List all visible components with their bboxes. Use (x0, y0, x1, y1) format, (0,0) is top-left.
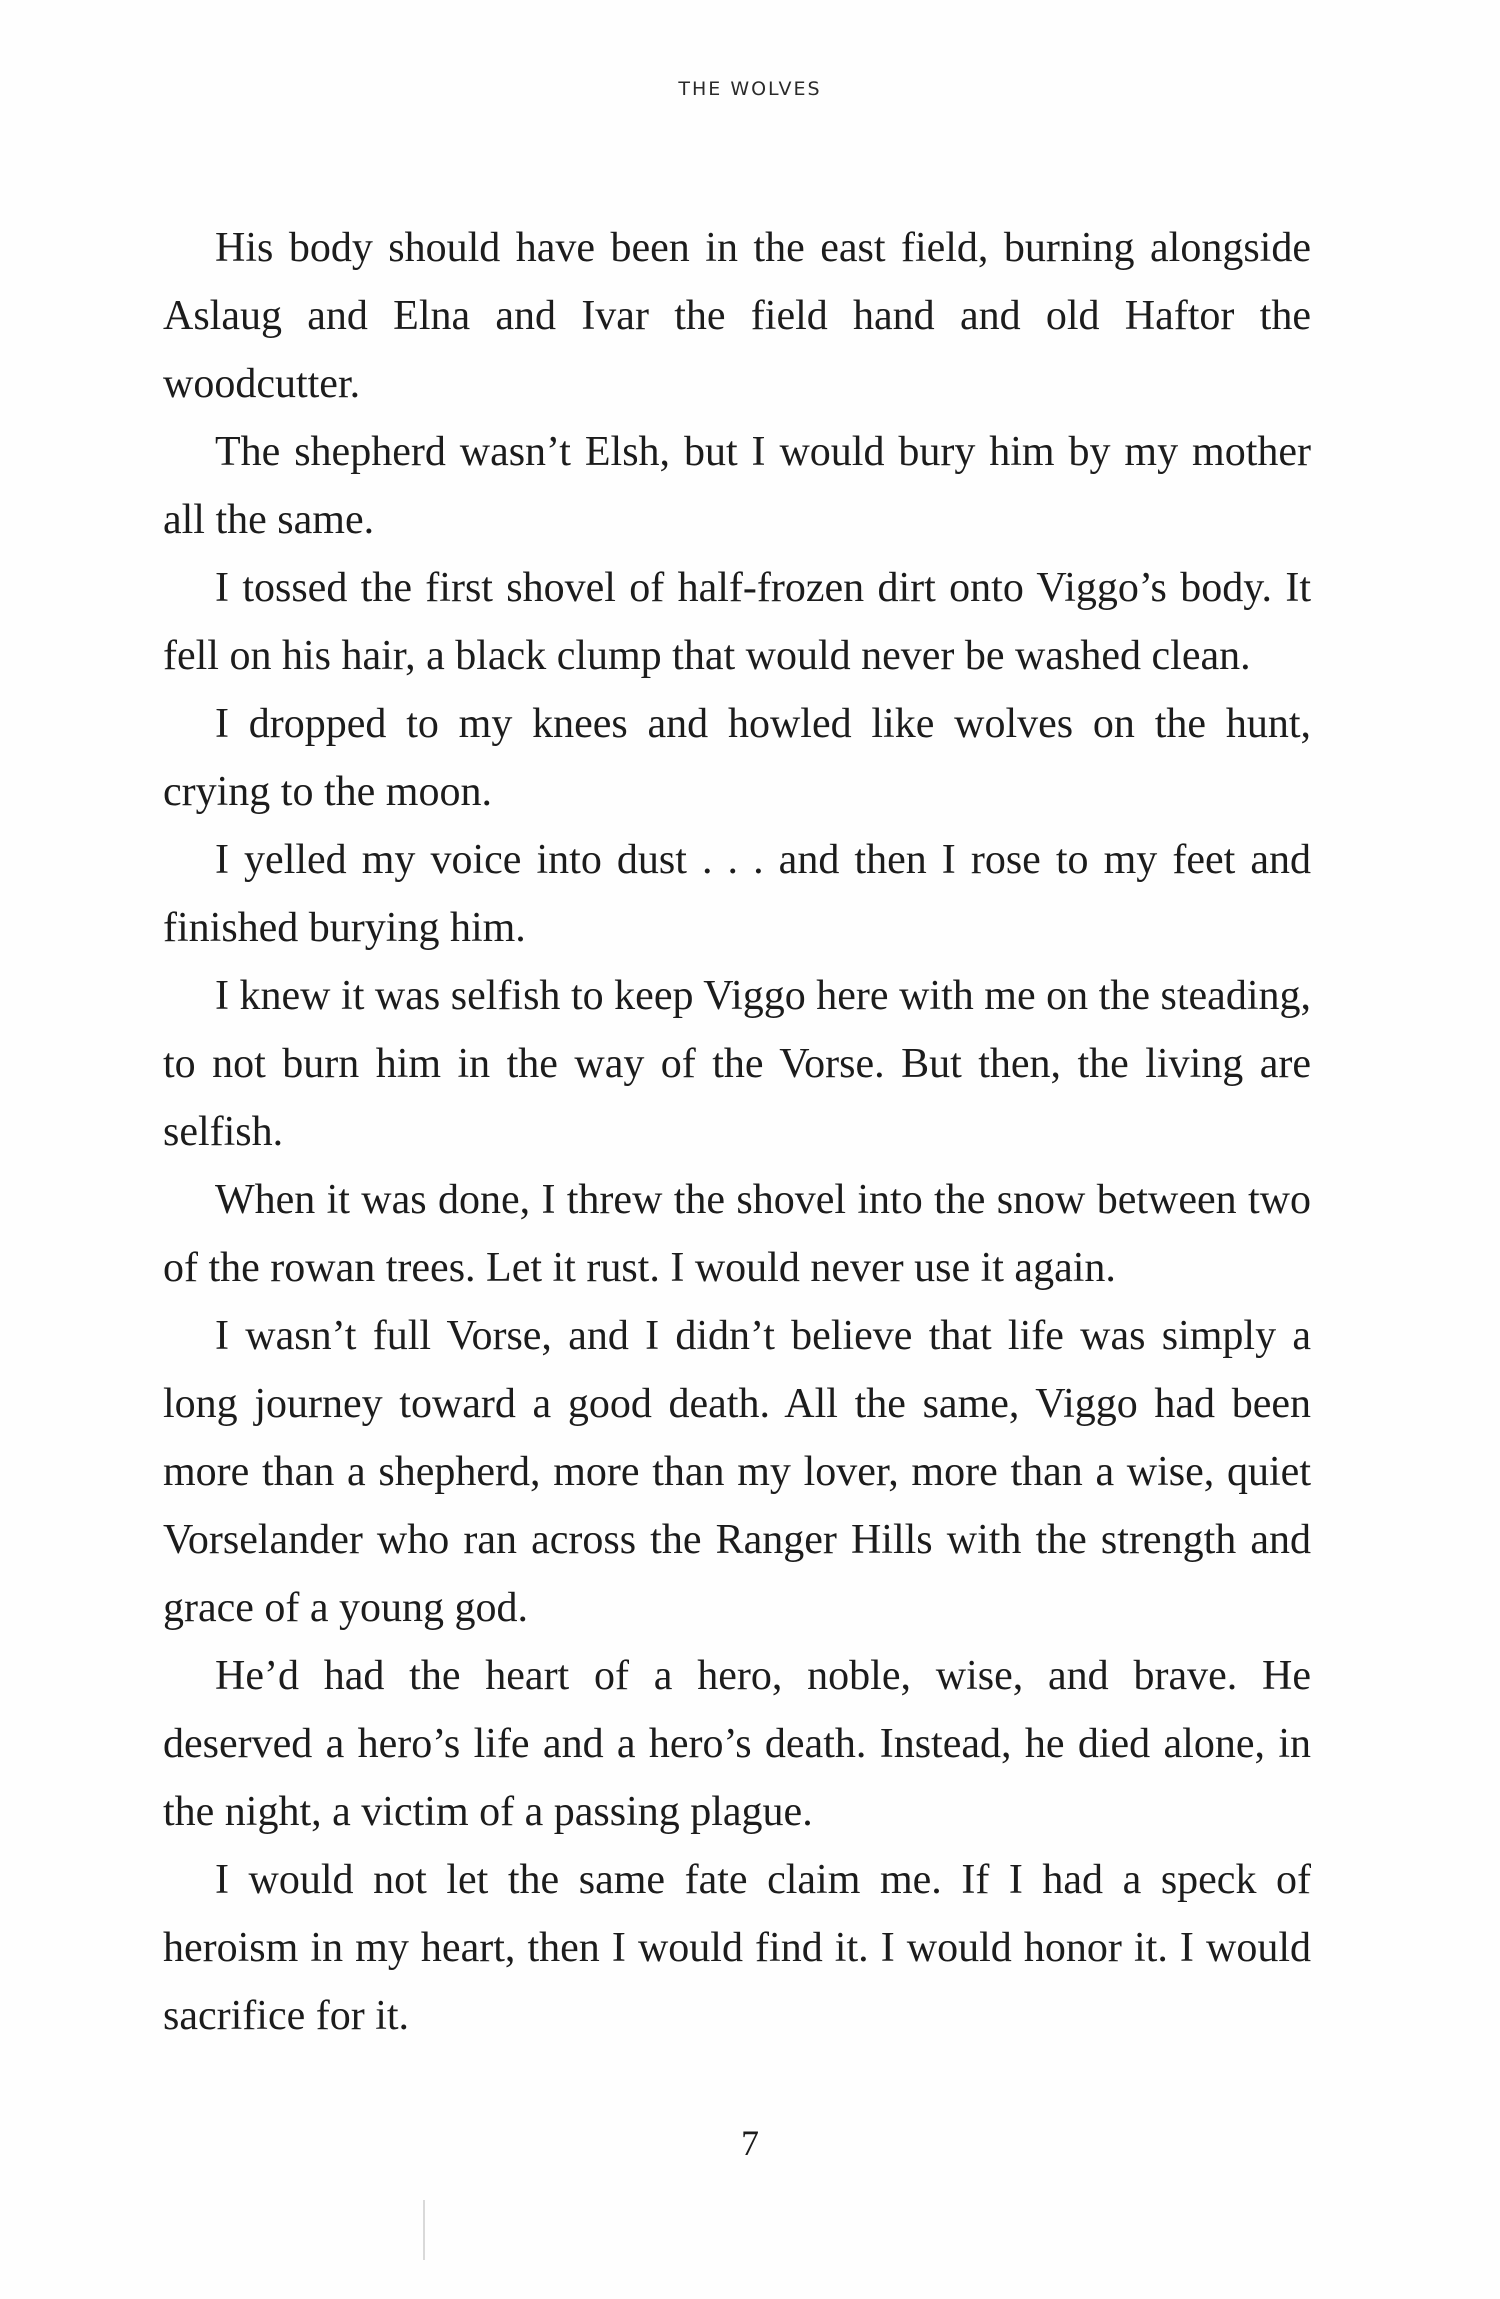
scan-mark (423, 2200, 425, 2260)
page-number: 7 (741, 2123, 759, 2163)
body-text (163, 214, 1311, 2050)
paragraph-10: I would not let the same fate claim me. If I had a speck of heroism in my heart, then I would find it. I would honor it. I would sacrifice for it. (163, 1857, 1311, 2039)
paragraph-6: I knew it was selfish to keep Viggo here with me on the steading, to not burn him in the way of the Vorse. But then, the living are selfish. (163, 973, 1311, 1155)
paragraph-3: I tossed the first shovel of half-frozen dirt onto Viggo’s body. It fell on his hair, a black clump that would never be washed clean. (163, 565, 1311, 679)
paragraph-1: His body should have been in the east field, burning alongside Aslaug and Elna and Ivar the field hand and old Haftor the woodcutter. (163, 225, 1311, 407)
paragraph-5: I yelled my voice into dust . . . and then I rose to my feet and finished burying him. (163, 837, 1311, 951)
paragraph-8: I wasn’t full Vorse, and I didn’t believe that life was simply a long journey toward a good death. All the same, Viggo had been more than a shepherd, more than my lover, more than a wise, quiet Vorselander who ran across the Ranger Hills with the strength and grace of a young god. (163, 1313, 1311, 1631)
paragraph-7: When it was done, I threw the shovel into the snow between two of the rowan trees. Let it rust. I would never use it again. (163, 1177, 1311, 1291)
paragraph-2: The shepherd wasn’t Elsh, but I would bury him by my mother all the same. (163, 429, 1311, 543)
running-head: THE WOLVES (678, 78, 822, 100)
paragraph-4: I dropped to my knees and howled like wolves on the hunt, crying to the moon. (163, 701, 1311, 815)
paragraph-9: He’d had the heart of a hero, noble, wise, and brave. He deserved a hero’s life and a hero’s death. Instead, he died alone, in the night, a victim of a passing plague. (163, 1653, 1311, 1835)
